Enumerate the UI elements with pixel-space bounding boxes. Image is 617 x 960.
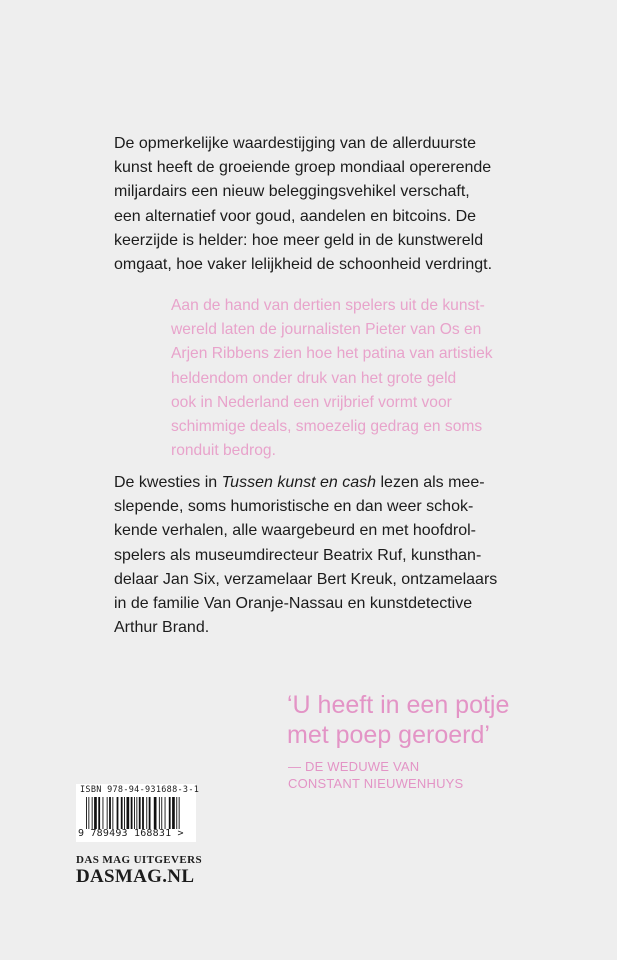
body-paragraph [114,471,584,640]
intro-paragraph: De opmerkelijke waardestijging van de allerduurste kunst heeft de groeiende groep mondiaal opererende miljardairs een nieuw beleggingsvehikel verschaft, een alternatief voor goud, aandelen en bitcoins. De keerzijde is helder: hoe meer geld in de kunstwereld omgaat, hoe vaker lelijkheid de schoonheid verdringt. [114,135,493,274]
body-rest: lezen als mee- slepende, soms humoristische en dan weer schok- kende verhalen, alle waargebeurd en met hoofdrol- spelers als museumdirecteur Beatrix Ruf, kunsthan- delaar Jan Six, verzamelaar Bert Kreuk, ontzamelaars in de familie Van Oranje-Nassau en kunstdetective Arthur Brand. [114,474,498,637]
pull-quote: ‘U heeft in een potje met poep geroerd’ [287,691,510,749]
publisher-name: DAS MAG UITGEVERS [76,854,202,866]
highlight-paragraph: Aan de hand van dertien spelers uit de kunst- wereld laten de journalisten Pieter van Os en Arjen Ribbens zien hoe het patina van artistiek heldendom onder druk van het grote geld ook in Nederland een vrijbrief vormt voor schimmige deals, smoezelig gedrag en soms ronduit bedrog. [171,297,493,460]
quote-attribution: — DE WEDUWE VAN CONSTANT NIEUWENHUYS [288,759,464,791]
body-prefix: De kwesties in [114,474,222,491]
barcode-block [76,784,200,842]
isbn-label: ISBN 978-94-931688-3-1 [80,785,200,795]
barcode-number: 9 789493 168831 > [78,828,184,839]
book-title: Tussen kunst en cash [221,474,377,491]
publisher-url: DASMAG.NL [76,866,195,887]
barcode-bars [84,797,188,829]
